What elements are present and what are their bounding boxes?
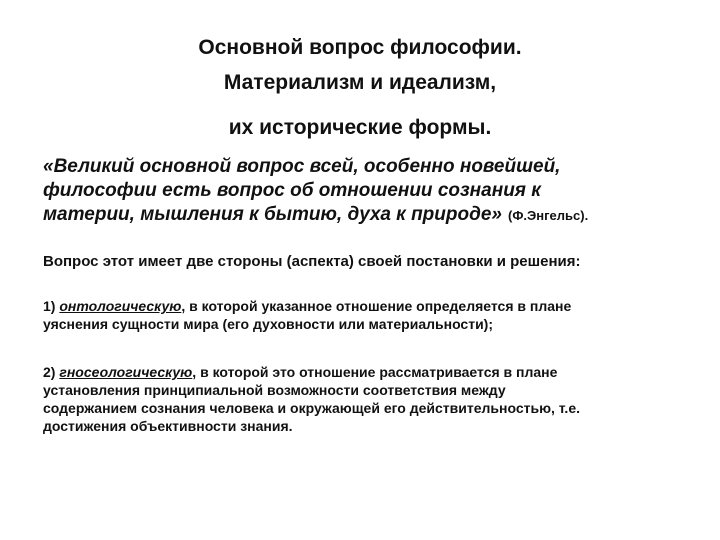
point2-term: гносеологическую: [59, 364, 193, 380]
quote-line-2: философии есть вопрос об отношении сознания к: [43, 180, 541, 201]
point1-number: 1): [43, 298, 56, 314]
intro-line: Вопрос этот имеет две стороны (аспекта) своей постановки и решения:: [43, 253, 581, 270]
point2-number: 2): [43, 364, 56, 380]
point-gnoseological: [43, 363, 693, 435]
point1-line-1: [43, 297, 693, 315]
quote-line-3-wrap: [43, 203, 683, 228]
quote-line-1: «Великий основной вопрос всей, особенно новейшей,: [43, 156, 561, 177]
point2-line-2: установления принципиальной возможности соответствия между: [43, 382, 506, 398]
intro-text: [43, 253, 693, 271]
quote-attribution: (Ф.Энгельс).: [507, 208, 589, 223]
title-line-3: их исторические формы.: [228, 116, 492, 139]
point1-term: онтологическую: [59, 298, 182, 314]
point1-line1-rest: , в которой указанное отношение определяется в плане: [181, 298, 572, 314]
title-line-2: Материализм и идеализм,: [223, 71, 497, 94]
point1-line-2: уяснения сущности мира (его духовности или материальности);: [43, 316, 494, 332]
title-line-1: Основной вопрос философии.: [198, 36, 522, 59]
point2-line-1: [43, 363, 693, 381]
point2-line-3: содержанием сознания человека и окружающей его действительностью, т.е.: [43, 400, 580, 416]
point-ontological: [43, 297, 693, 333]
point2-line1-rest: , в которой это отношение рассматривается в плане: [192, 364, 558, 380]
point2-line-4: достижения объективности знания.: [43, 418, 293, 434]
engels-quote: [43, 155, 683, 228]
quote-line-3: материи, мышления к бытию, духа к природе»: [43, 204, 502, 225]
